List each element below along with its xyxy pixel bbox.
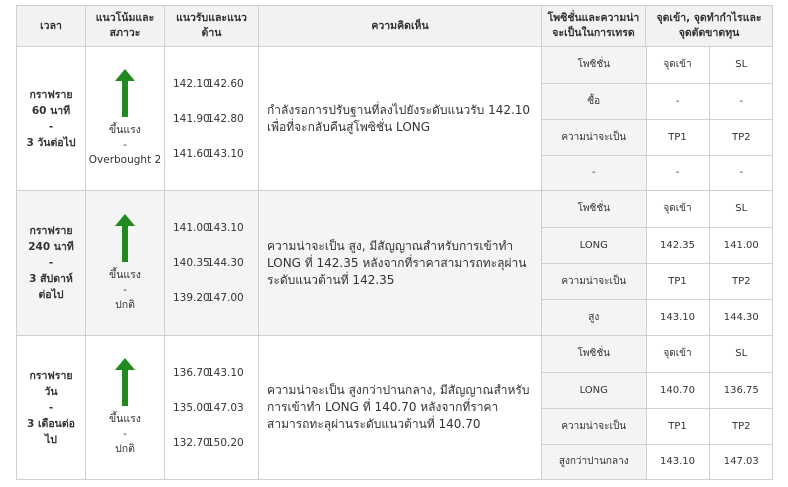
timeframe-line: ต่อไป [38, 289, 64, 301]
grid-sl-value: 136.75 [709, 372, 773, 408]
resistance-value: 150.20 [207, 436, 244, 449]
forecast-table [16, 5, 773, 480]
header-time-label: เวลา [40, 19, 62, 32]
grid-probability-value: สูง [542, 299, 646, 335]
support-resistance-cell [165, 47, 259, 191]
trend-strength: ขึ้นแรง [109, 413, 141, 425]
header-trend-line1: แนวโน้มและ [95, 12, 155, 24]
forecast-table-wrapper [16, 5, 772, 480]
timeframe-line: 3 เดือนต่อ [27, 417, 75, 430]
up-arrow-icon [115, 214, 135, 262]
resistance-value: 142.60 [207, 77, 244, 90]
grid-tp2-value: - [709, 155, 773, 190]
sr-pair [165, 401, 258, 415]
header-entry-tp-sl [646, 6, 773, 47]
up-arrow-icon [115, 69, 135, 117]
support-value: 136.70 [173, 366, 210, 379]
sr-pair [165, 77, 258, 91]
header-trend-line2: สภาวะ [109, 27, 141, 39]
grid-sl-value: - [709, 83, 773, 119]
position-grid-cell [542, 191, 773, 336]
grid-label-tp1: TP1 [646, 408, 709, 444]
timeframe-line: 3 วันต่อไป [26, 136, 76, 149]
timeframe-line: 60 นาที [31, 104, 71, 117]
sr-pair [165, 436, 258, 450]
grid-probability-value: - [542, 155, 646, 190]
grid-tp1-value: 143.10 [646, 444, 709, 479]
grid-label-position: โพซิชั่น [542, 47, 646, 83]
support-value: 141.90 [173, 112, 210, 125]
grid-probability-value: สูงกว่าปานกลาง [542, 444, 646, 479]
position-grid-cell [542, 336, 773, 480]
trend-separator: - [123, 139, 127, 151]
header-position-line1: โพซิชั่นและความน่า [547, 12, 640, 24]
grid-label-tp1: TP1 [646, 263, 709, 299]
timeframe-line: กราฟราย [29, 88, 73, 101]
grid-label-entry: จุดเข้า [646, 191, 709, 227]
trend-cell [86, 336, 165, 480]
sr-pair [165, 366, 258, 380]
trend-separator: - [123, 428, 127, 440]
header-entry-line2: จุดตัดขาดทุน [678, 27, 740, 39]
header-entry-line1: จุดเข้า, จุดทำกำไรและ [656, 12, 762, 24]
trend-state: ปกติ [115, 298, 135, 311]
header-support-resistance [165, 6, 259, 47]
grid-label-probability: ความน่าจะเป็น [542, 119, 646, 155]
grid-position-value: LONG [542, 227, 646, 263]
resistance-value: 147.03 [207, 401, 244, 414]
support-value: 141.00 [173, 222, 210, 234]
timeframe-line: กราฟราย [29, 369, 73, 382]
resistance-value: 147.00 [207, 292, 244, 304]
comment-cell: กำลังรอการปรับฐานที่ลงไปยังระดับแนวรับ 142.10 เพื่อที่จะกลับคืนสู่โพซิชั่น LONG [259, 47, 542, 191]
table-row [17, 336, 773, 480]
grid-label-sl: SL [709, 191, 773, 227]
timeframe-cell [17, 336, 86, 480]
resistance-value: 144.30 [207, 257, 244, 269]
timeframe-cell [17, 191, 86, 336]
trend-cell [86, 47, 165, 191]
position-grid [542, 336, 773, 479]
grid-label-tp2: TP2 [709, 119, 773, 155]
support-value: 140.35 [173, 257, 210, 269]
support-resistance-cell [165, 191, 259, 336]
grid-entry-value: 140.70 [646, 372, 709, 408]
support-value: 135.00 [173, 401, 210, 414]
timeframe-line: 240 นาที [28, 241, 74, 253]
sr-pair [165, 256, 258, 270]
timeframe-line: - [48, 401, 54, 414]
table-header-row [17, 6, 773, 47]
timeframe-line: - [48, 257, 54, 269]
trend-separator: - [123, 283, 127, 296]
trend-state: ปกติ [115, 443, 135, 455]
up-arrow-icon [115, 358, 135, 406]
support-value: 139.20 [173, 292, 210, 304]
timeframe-line: - [48, 120, 54, 133]
support-resistance-cell [165, 336, 259, 480]
header-sr-line2: ต้าน [201, 27, 222, 39]
grid-label-probability: ความน่าจะเป็น [542, 263, 646, 299]
timeframe-line: ไป [45, 433, 57, 446]
resistance-value: 143.10 [207, 222, 244, 234]
grid-label-sl: SL [709, 47, 773, 83]
comment-cell: ความน่าจะเป็น สูง, มีสัญญาณสำหรับการเข้าทำ LONG ที่ 142.35 หลังจากที่ราคาสามารถทะลุผ่านระดับแนวต้านที่ 142.35 [259, 191, 542, 336]
grid-sl-value: 141.00 [709, 227, 773, 263]
resistance-value: 142.80 [207, 112, 244, 125]
grid-label-tp2: TP2 [709, 263, 773, 299]
support-value: 132.70 [173, 436, 210, 449]
grid-entry-value: 142.35 [646, 227, 709, 263]
sr-pair [165, 112, 258, 126]
header-position [542, 6, 646, 47]
timeframe-cell [17, 47, 86, 191]
trend-strength: ขึ้นแรง [109, 124, 141, 136]
grid-tp1-value: - [646, 155, 709, 190]
table-row [17, 191, 773, 336]
trend-cell [86, 191, 165, 336]
timeframe-line: 3 สัปดาห์ [29, 273, 73, 285]
support-value: 141.60 [173, 147, 210, 160]
timeframe-line: วัน [44, 385, 58, 398]
grid-label-tp2: TP2 [709, 408, 773, 444]
header-time [17, 6, 86, 47]
grid-position-value: LONG [542, 372, 646, 408]
comment-cell: ความน่าจะเป็น สูงกว่าปานกลาง, มีสัญญาณสำหรับการเข้าทำ LONG ที่ 140.70 หลังจากที่ราคาสามารถทะลุผ่านระดับแนวต้านที่ 140.70 [259, 336, 542, 480]
grid-label-tp1: TP1 [646, 119, 709, 155]
header-comment-label: ความคิดเห็น [371, 19, 429, 32]
grid-tp1-value: 143.10 [646, 299, 709, 335]
grid-label-entry: จุดเข้า [646, 336, 709, 372]
grid-tp2-value: 144.30 [709, 299, 773, 335]
position-grid [542, 191, 773, 335]
grid-tp2-value: 147.03 [709, 444, 773, 479]
grid-label-position: โพซิชั่น [542, 191, 646, 227]
position-grid [542, 47, 773, 190]
grid-label-entry: จุดเข้า [646, 47, 709, 83]
table-row [17, 47, 773, 191]
sr-pair [165, 291, 258, 305]
trend-strength: ขึ้นแรง [109, 268, 141, 281]
grid-label-position: โพซิชั่น [542, 336, 646, 372]
sr-pair [165, 147, 258, 161]
timeframe-line: กราฟราย [29, 225, 73, 237]
trend-state: Overbought 2 [88, 154, 162, 166]
header-comment [259, 6, 542, 47]
grid-label-sl: SL [709, 336, 773, 372]
resistance-value: 143.10 [207, 147, 244, 160]
header-position-line2: จะเป็นในการเทรด [552, 27, 635, 39]
position-grid-cell [542, 47, 773, 191]
grid-position-value: ซื้อ [542, 83, 646, 119]
support-value: 142.10 [173, 77, 210, 90]
header-trend [86, 6, 165, 47]
resistance-value: 143.10 [207, 366, 244, 379]
header-sr-line1: แนวรับและแนว [176, 12, 247, 24]
grid-label-probability: ความน่าจะเป็น [542, 408, 646, 444]
sr-pair [165, 221, 258, 235]
grid-entry-value: - [646, 83, 709, 119]
